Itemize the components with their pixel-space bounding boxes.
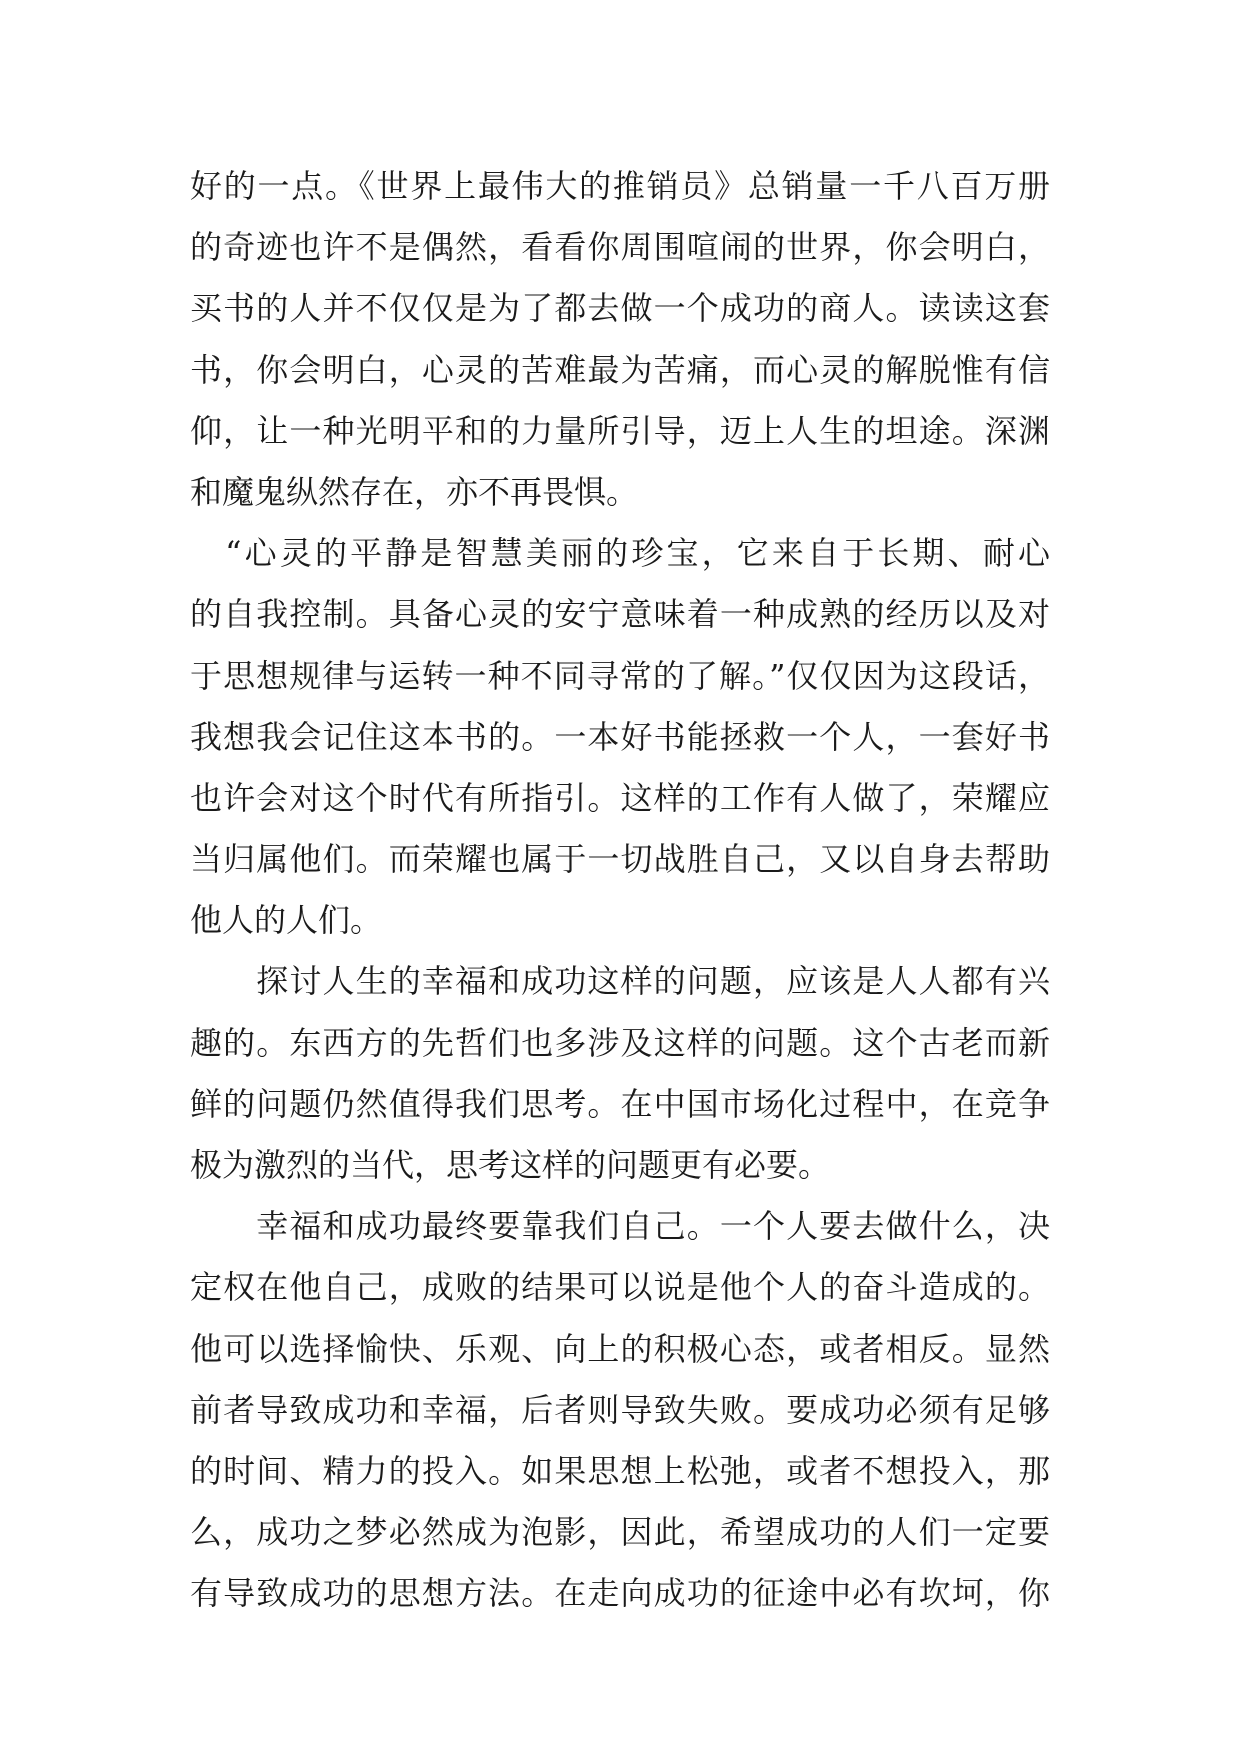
text-line: 他可以选择愉快、乐观、向上的积极心态，或者相反。显然: [190, 1329, 1050, 1368]
text-line: 于思想规律与运转一种不同寻常的了解。”仅仅因为这段话，: [190, 656, 1050, 695]
text-line: 的自我控制。具备心灵的安宁意味着一种成熟的经历以及对: [190, 595, 1050, 634]
text-line: 也许会对这个时代有所指引。这样的工作有人做了，荣耀应: [190, 778, 1050, 817]
paragraph-2: [190, 523, 1050, 951]
text-line: 定权在他自己，成败的结果可以说是他个人的奋斗造成的。: [190, 1268, 1050, 1307]
paragraph-3: [190, 951, 1050, 1196]
text-line: 幸福和成功最终要靠我们自己。一个人要去做什么，决: [190, 1207, 1050, 1246]
paragraph-1: [190, 156, 1050, 523]
text-line: 他人的人们。: [190, 901, 383, 940]
text-line: 和魔鬼纵然存在，亦不再畏惧。: [190, 472, 639, 511]
text-line: 书，你会明白，心灵的苦难最为苦痛，而心灵的解脱惟有信: [190, 350, 1050, 389]
text-line: “心灵的平静是智慧美丽的珍宝，它来自于长期、耐心: [190, 534, 1050, 573]
text-line: 前者导致成功和幸福，后者则导致失败。要成功必须有足够: [190, 1390, 1050, 1429]
text-line: 有导致成功的思想方法。在走向成功的征途中必有坎坷，你: [190, 1574, 1050, 1613]
text-line: 当归属他们。而荣耀也属于一切战胜自己，又以自身去帮助: [190, 840, 1050, 879]
text-line: 鲜的问题仍然值得我们思考。在中国市场化过程中，在竞争: [190, 1084, 1050, 1123]
text-line: 的时间、精力的投入。如果思想上松弛，或者不想投入，那: [190, 1451, 1050, 1490]
text-line: 么，成功之梦必然成为泡影，因此，希望成功的人们一定要: [190, 1513, 1050, 1552]
text-line: 极为激烈的当代，思考这样的问题更有必要。: [190, 1146, 831, 1184]
text-line: 买书的人并不仅仅是为了都去做一个成功的商人。读读这套: [190, 289, 1050, 328]
text-line: 我想我会记住这本书的。一本好书能拯救一个人，一套好书: [190, 717, 1050, 756]
body-text: [190, 156, 1050, 1625]
text-line: 探讨人生的幸福和成功这样的问题，应该是人人都有兴: [190, 962, 1050, 1001]
text-line: 趣的。东西方的先哲们也多涉及这样的问题。这个古老而新: [190, 1023, 1050, 1062]
text-line: 的奇迹也许不是偶然，看看你周围喧闹的世界，你会明白，: [190, 228, 1050, 267]
text-line: 仰，让一种光明平和的力量所引导，迈上人生的坦途。深渊: [190, 411, 1050, 450]
paragraph-4: [190, 1196, 1050, 1624]
text-line: 好的一点。《世界上最伟大的推销员》总销量一千八百万册: [190, 167, 1050, 205]
